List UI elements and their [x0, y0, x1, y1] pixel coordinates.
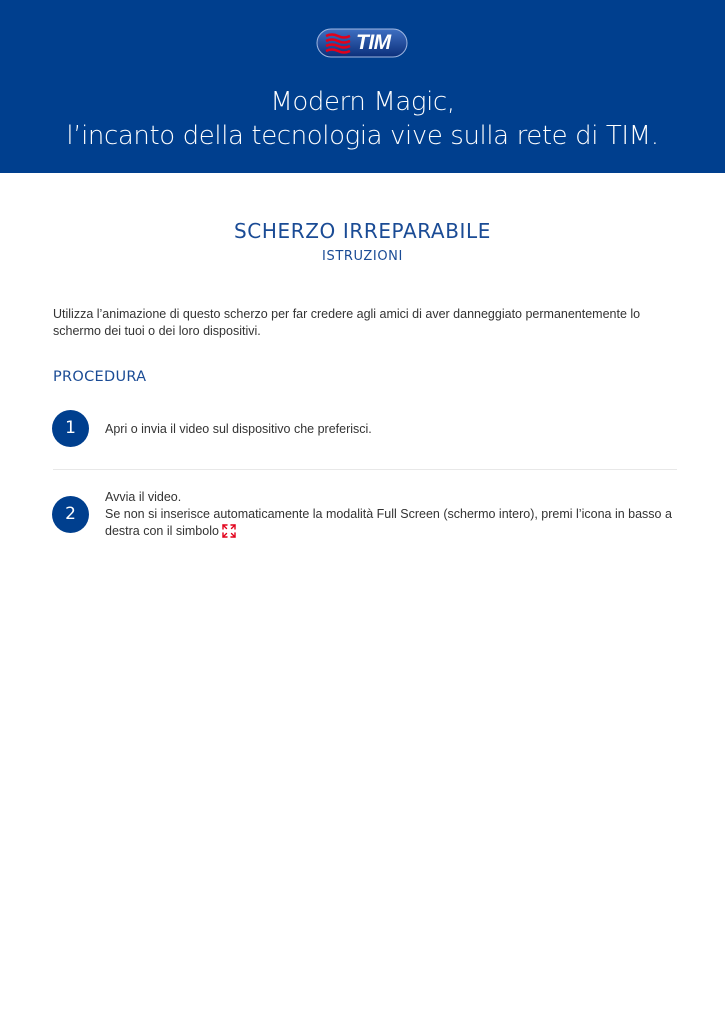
header-banner [0, 0, 725, 173]
headline-line-1: Modern Magic, [270, 87, 455, 117]
step-2-text [105, 489, 685, 540]
logo-text: TIM [356, 31, 391, 54]
section-title-procedura: PROCEDURA [53, 369, 147, 385]
step-2-line-2-text: Se non si inserisce automaticamente la modalità Full Screen (schermo intero), premi l’icona in basso a destra con il simbolo [105, 507, 672, 538]
step-divider [53, 469, 677, 470]
step-1-text: Apri o invia il video sul dispositivo che preferisci. [105, 422, 372, 436]
page-title: SCHERZO IRREPARABILE [234, 219, 491, 243]
step-2-line-1: Avvia il video. [105, 490, 182, 504]
step-2-line-2 [105, 506, 685, 540]
step-1-number: 1 [52, 410, 89, 447]
page-subtitle: ISTRUZIONI [322, 249, 403, 264]
headline-line-2: l’incanto della tecnologia vive sulla rete di TIM. [66, 121, 659, 151]
fullscreen-icon [222, 524, 236, 538]
intro-paragraph: Utilizza l’animazione di questo scherzo per far credere agli amici di aver danneggiato permanentemente lo schermo dei tuoi o dei loro dispositivi. [53, 307, 641, 338]
headline [0, 85, 725, 153]
step-2-number: 2 [52, 496, 89, 533]
tim-logo [316, 27, 408, 59]
